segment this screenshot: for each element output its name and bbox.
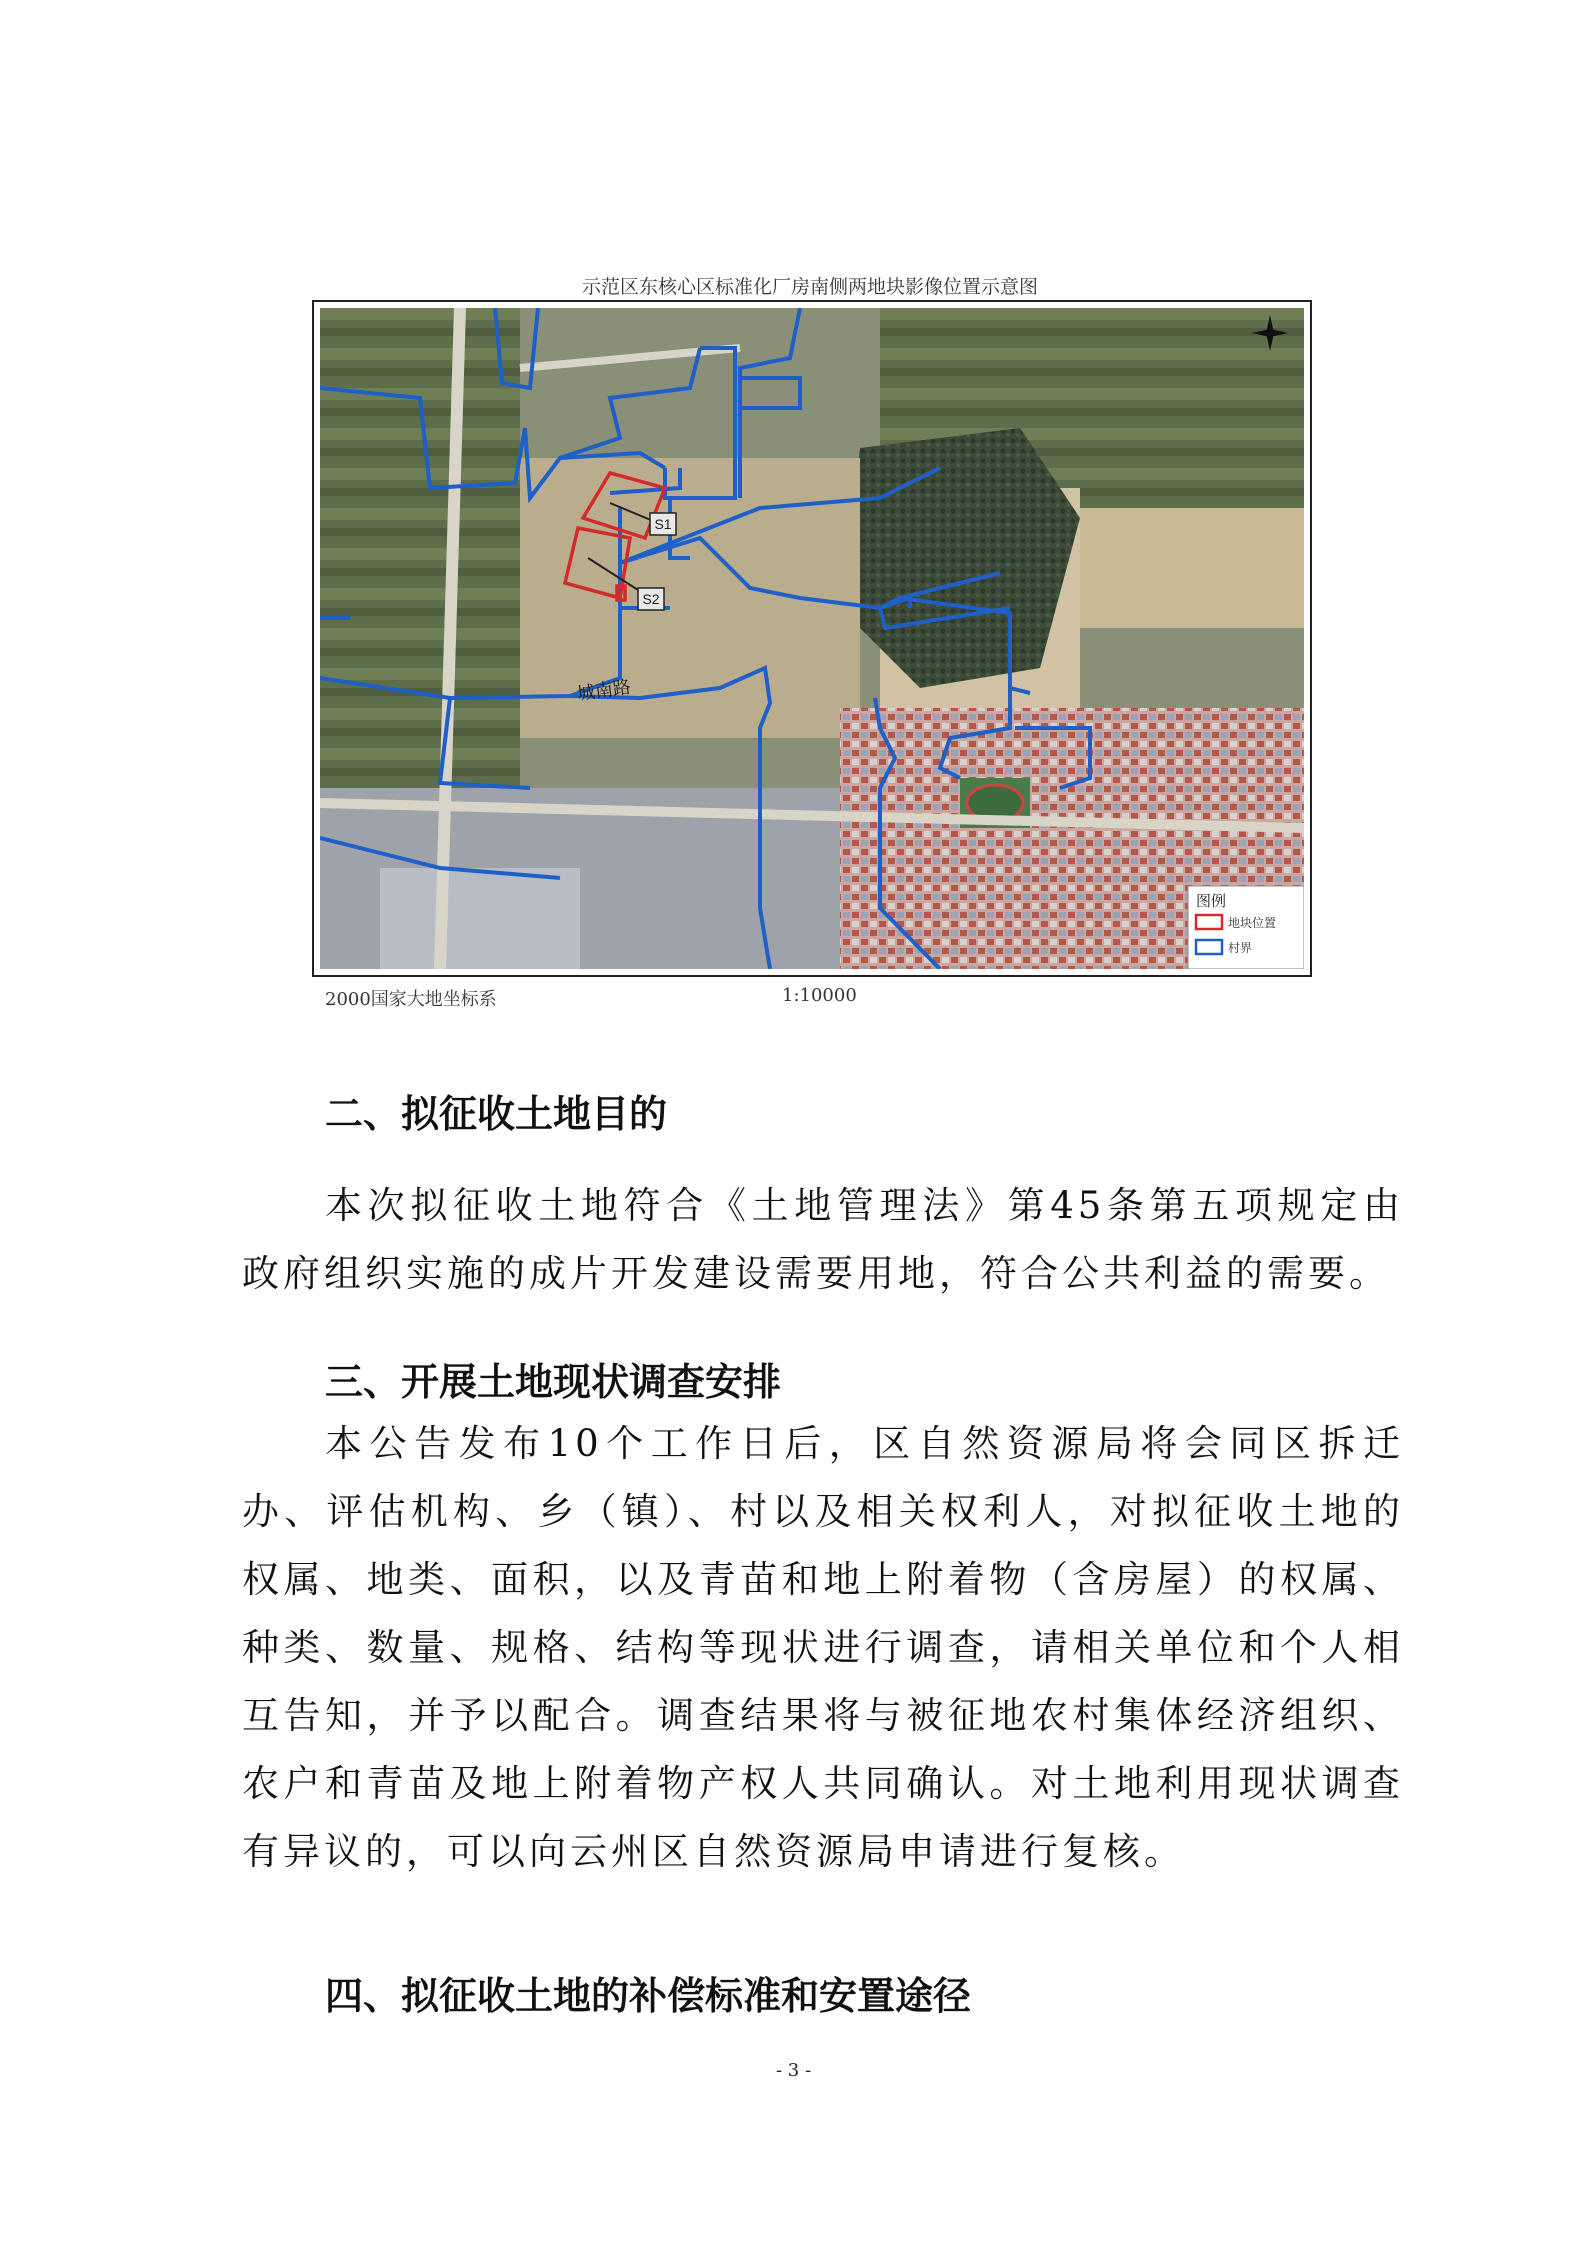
section-heading-compensation: 四、拟征收土地的补偿标准和安置途径 <box>325 1974 972 2018</box>
legend-title: 图例 <box>1196 892 1227 910</box>
parcel-s2-label: S2 <box>642 591 660 607</box>
section-heading-purpose: 二、拟征收土地目的 <box>325 1092 668 1136</box>
satellite-map-figure <box>312 300 1312 977</box>
legend-parcel-label: 地块位置 <box>1228 916 1277 930</box>
parcel-s1-label: S1 <box>654 516 672 532</box>
section-paragraph-survey: 本公告发布10个工作日后，区自然资源局将会同区拆迁办、评估机构、乡（镇）、村以及相关权利人，对拟征收土地的权属、地类、面积，以及青苗和地上附着物（含房屋）的权属、种类、数量、规格、结构等现状进行调查，请相关单位和个人相互告知，并予以配合。调查结果将与被征地农村集体经济组织、农户和青苗及地上附着物产权人共同确认。对土地利用现状调查有异议的，可以向云州区自然资源局申请进行复核。 <box>242 1422 1404 1873</box>
section-heading-survey: 三、开展土地现状调查安排 <box>325 1360 782 1404</box>
road-label: 城南路 <box>575 676 633 705</box>
section-paragraph-purpose: 本次拟征收土地符合《土地管理法》第45条第五项规定由政府组织实施的成片开发建设需要用地，符合公共利益的需要。 <box>242 1184 1404 1295</box>
map-title: 示范区东核心区标准化厂房南侧两地块影像位置示意图 <box>581 276 1038 298</box>
scale-label: 1:10000 <box>782 985 857 1006</box>
coordinate-system-label: 2000国家大地坐标系 <box>325 989 497 1010</box>
legend-village-label: 村界 <box>1228 941 1253 955</box>
page-number: - 3 - <box>775 2060 812 2081</box>
satellite-map <box>320 308 1304 969</box>
map-legend <box>1188 886 1304 969</box>
